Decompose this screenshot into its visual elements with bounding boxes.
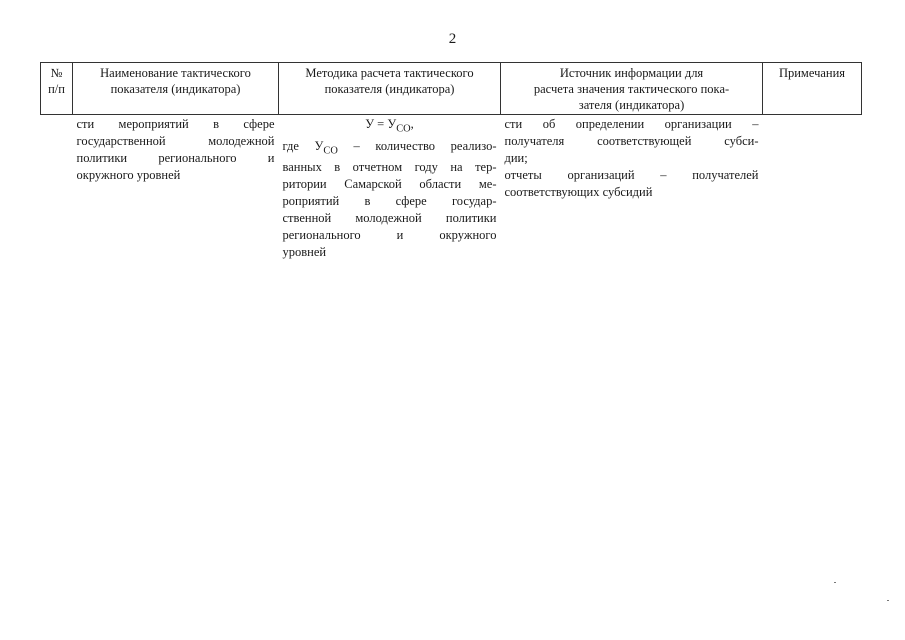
header-number-line-1: № [50, 66, 63, 80]
source-line: дии; [504, 151, 528, 165]
header-name-line-1: Наименование тактического [100, 66, 251, 80]
page-number: 2 [448, 31, 457, 47]
header-indicator-name [73, 63, 279, 115]
indicator-table [40, 62, 862, 261]
source-line: сти об определении организации – [504, 117, 759, 131]
scan-speck [887, 600, 889, 601]
table-row [41, 115, 862, 262]
source-line: отчеты организаций – получателей [504, 168, 759, 182]
header-source-line-3: зателя (индикатора) [578, 98, 685, 112]
header-information-source [501, 63, 763, 115]
scan-speck [834, 582, 836, 583]
header-name-line-2: показателя (индикатора) [110, 82, 241, 96]
method-line: где $У_{СО}$ – количество реализо- [282, 138, 497, 156]
header-number [41, 63, 73, 115]
method-line: ритории Самарской области ме- [282, 177, 497, 191]
header-notes-label: Примечания [778, 66, 846, 80]
header-source-line-1: Источник информации для [559, 66, 704, 80]
source-line: соответствующих субсидий [504, 185, 653, 199]
name-line: государственной молодежной [76, 134, 275, 148]
header-source-line-2: расчета значения тактического пока- [533, 82, 730, 96]
table-header-row [41, 63, 862, 115]
header-calculation-method [279, 63, 501, 115]
name-line: политики регионального и [76, 151, 275, 165]
header-notes [763, 63, 862, 115]
cell-notes [763, 115, 862, 262]
method-line: регионального и окружного [282, 228, 497, 242]
method-line: ственной молодежной политики [282, 211, 497, 225]
cell-indicator-name [73, 115, 279, 262]
method-line: уровней [282, 245, 327, 259]
cell-calculation-method [279, 115, 501, 262]
method-line: роприятий в сфере государ- [282, 194, 497, 208]
cell-number [41, 115, 73, 262]
header-method-line-1: Методика расчета тактического [305, 66, 474, 80]
header-number-line-2: п/п [48, 82, 65, 96]
cell-information-source [501, 115, 763, 262]
header-method-line-2: показателя (индикатора) [324, 82, 455, 96]
method-formula: $У = У_{СО}$, [365, 117, 414, 135]
source-line: получателя соответствующей субси- [504, 134, 759, 148]
name-line: сти мероприятий в сфере [76, 117, 275, 131]
name-line: окружного уровней [76, 168, 181, 182]
method-line: ванных в отчетном году на тер- [282, 160, 497, 174]
